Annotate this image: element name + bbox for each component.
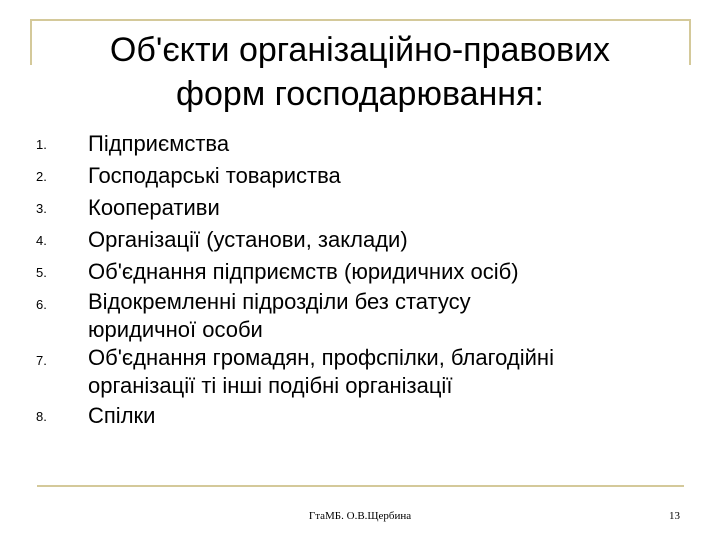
- list-item-text: Організації (установи, заклади): [88, 227, 408, 252]
- slide-title: [60, 28, 660, 116]
- footer-text: ГтаМБ. О.В.Щербина: [308, 510, 412, 522]
- list-item-line-1: Відокремленні підрозділи без статусу: [88, 289, 471, 314]
- list-item-text: Об'єднання підприємств (юридичних осіб): [88, 259, 519, 284]
- title-frame-left: [30, 19, 32, 65]
- list-item-text: [88, 344, 678, 400]
- list-item-text: Підприємства: [88, 131, 230, 156]
- list-item-text: Кооперативи: [88, 195, 220, 220]
- list-item-line-2: організації ті інші подібні організації: [88, 373, 453, 398]
- title-frame-right: [689, 19, 691, 65]
- list-item-text: Спілки: [88, 403, 156, 428]
- list-item-number: 1.: [36, 137, 47, 152]
- page-number: 13: [669, 510, 680, 522]
- list-item: [0, 344, 720, 400]
- numbered-list: [0, 128, 720, 432]
- list-item-number: 7.: [36, 353, 47, 368]
- list-item: [0, 256, 720, 288]
- slide-title-line-1: Об'єкти організаційно-правових: [109, 31, 611, 69]
- list-item-number: 4.: [36, 233, 47, 248]
- list-item-number: 2.: [36, 169, 47, 184]
- list-item-line-1: Об'єднання громадян, профспілки, благодійні: [88, 345, 554, 370]
- list-item-text: Господарські товариства: [88, 163, 341, 188]
- list-item-line-2: юридичної особи: [88, 317, 263, 342]
- list-item: [0, 128, 720, 160]
- footer-divider: [37, 485, 684, 487]
- list-item: [0, 160, 720, 192]
- list-item-text: [88, 288, 678, 344]
- title-frame-top: [30, 19, 691, 21]
- list-item-number: 3.: [36, 201, 47, 216]
- list-item: [0, 192, 720, 224]
- list-item-number: 5.: [36, 265, 47, 280]
- list-item: [0, 224, 720, 256]
- list-item: [0, 288, 720, 344]
- list-item-number: 8.: [36, 409, 47, 424]
- list-item: [0, 400, 720, 432]
- list-item-number: 6.: [36, 297, 47, 312]
- slide-title-line-2: форм господарювання:: [176, 75, 544, 113]
